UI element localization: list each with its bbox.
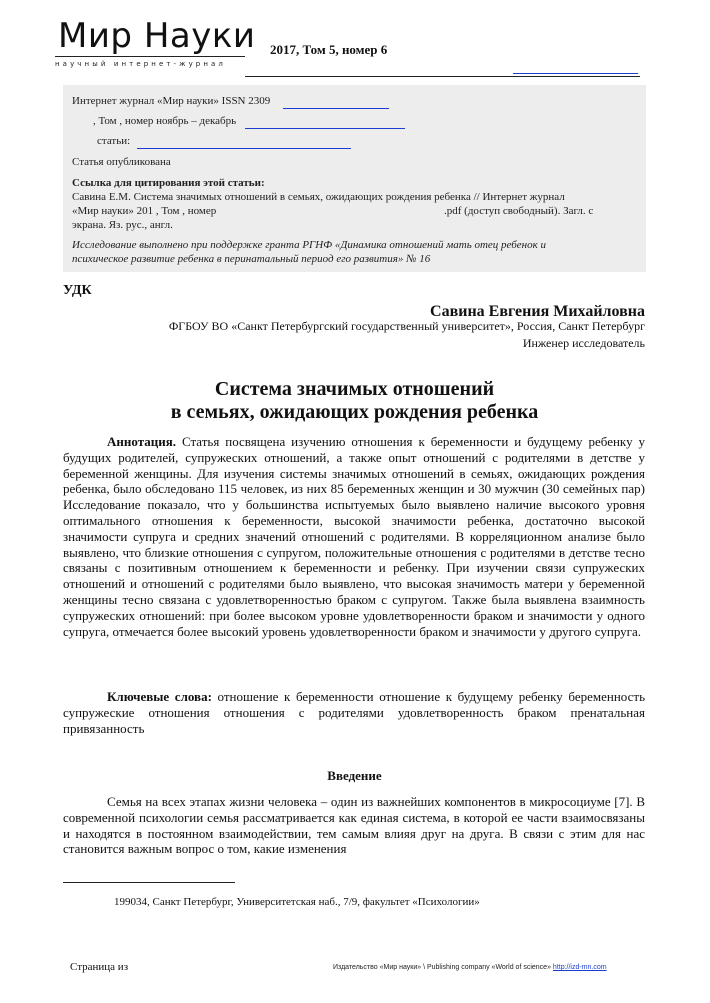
issn-link[interactable] xyxy=(283,94,389,109)
grant-line2: психическое развитие ребенка в перинатальный период его развития» № 16 xyxy=(72,253,431,265)
keywords-text: отношение к беременности отношение к будущему ребенку беременность супружеские отношения отношения с родителями удовлетворенность браком пренатальная привязанность xyxy=(63,689,645,736)
publisher-url-link[interactable]: http://izd-mn.com xyxy=(552,964,607,971)
author-name: Савина Евгения Михайловна xyxy=(430,303,645,320)
author-affiliation: ФГБОУ ВО «Санкт Петербургский государственный университет», Россия, Санкт Петербург xyxy=(168,319,645,333)
grant-line1: Исследование выполнено при поддержке гранта РГНФ «Динамика отношений мать отец ребенок и xyxy=(72,239,547,251)
article-title-line2: в семьях, ожидающих рождения ребенка xyxy=(170,401,539,423)
citation-box xyxy=(63,85,646,272)
abstract-label: Аннотация. xyxy=(107,434,177,449)
keywords-label: Ключевые слова: xyxy=(107,689,212,704)
header-divider xyxy=(245,76,640,77)
publisher-text: Издательство «Мир науки» \ Publishing company «World of science» xyxy=(333,964,551,971)
article-title-line1: Система значимых отношений xyxy=(214,378,495,400)
cite-heading: Ссылка для цитирования этой статьи: xyxy=(72,177,265,189)
keywords-paragraph xyxy=(63,689,645,736)
citation-journal-line: Интернет журнал «Мир науки» ISSN 2309 xyxy=(72,94,389,109)
page-number: Страница из xyxy=(70,961,129,973)
citation-volume-line: , Том , номер ноябрь – декабрь xyxy=(93,114,405,129)
issue-link[interactable] xyxy=(245,114,405,129)
journal-logo: Мир Науки xyxy=(58,16,256,56)
section-heading: Введение xyxy=(327,768,382,783)
issue-info: 2017, Том 5, номер 6 xyxy=(270,42,388,57)
intro-paragraph: Семья на всех этапах жизни человека – один из важнейших компонентов в микросоциуме [7]. В современной психологии семья рассматривается как единая система, в которой ее части взаимосвязаны и находятся в постоянном взаимодействии, тем самым влияя друг на друга. В связи с этим для нас становится важным вопрос о том, какие изменения xyxy=(63,794,645,857)
abstract-text: Статья посвящена изучению отношения к беременности и будущему ребенку у будущих родителей, супружеских отношений, а также опыт отношений с родителями в детстве у беременной женщины. Для изучения системы значимых отношений в семьях, ожидающих рождения ребенка, было обследовано 115 человек, из них 85 беременных женщин и 30 мужчин (30 семейных пар) Исследование показало, что у большинства испытуемых было выявлено наличие высокого уровня оптимального отношения к беременности, высокой значимости ребенка, достаточно высокой значимости супруга и средних значений отношений с родителями. В корреляционном анализе было выявлено, что близкие отношения с супругом, положительные отношения с родителями в детстве тесно связаны с позитивным отношением к беременности и ребенку. При изучении связи супружеских отношений и отношений с родителями было выявлено, что высокая значимость матери у беременной женщины тесно связана с удовлетворенностью браком с супругом. Также была выявлена взаимность супружеских отношений: при более высоком уровне удовлетворенности браком и значимости у одного супруга, отмечается более высокий уровень удовлетворенности браком и значимости у другого супруга. xyxy=(63,434,645,639)
cite-text-line1: Савина Е.М. Система значимых отношений в семьях, ожидающих рождения ребенка // Интернет журнал xyxy=(72,191,565,203)
footnote-divider xyxy=(63,882,235,883)
publisher-footer xyxy=(333,964,607,971)
article-title xyxy=(63,378,646,424)
published-status: Статья опубликована xyxy=(72,156,171,168)
cite-text-line3: экрана. Яз. рус., англ. xyxy=(72,219,173,231)
logo-underline xyxy=(55,56,245,57)
article-link[interactable] xyxy=(137,134,351,149)
author-position: Инженер исследователь xyxy=(522,336,645,350)
cite-text-line2a: «Мир науки» 201 , Том , номер xyxy=(72,205,217,217)
abstract-paragraph xyxy=(63,434,645,639)
header-link-rule xyxy=(513,73,638,74)
citation-article-line: статьи: xyxy=(97,134,351,149)
udk-label: УДК xyxy=(63,283,92,298)
cite-text-line2b: .pdf (доступ свободный). Загл. с xyxy=(444,205,594,217)
footnote-text: 199034, Санкт Петербург, Университетская наб., 7/9, факультет «Психологии» xyxy=(114,896,480,908)
journal-logo-subtitle: научный интернет-журнал xyxy=(55,60,226,68)
